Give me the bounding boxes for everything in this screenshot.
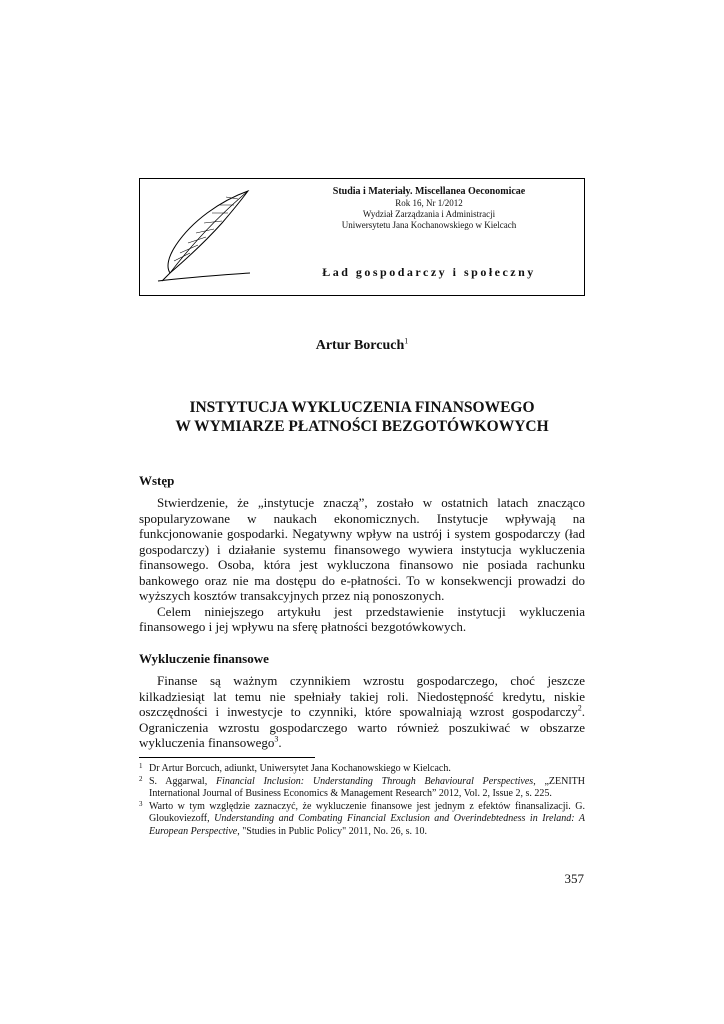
exclusion-text-c: .	[278, 735, 282, 750]
footnote-number: 3	[139, 799, 143, 808]
journal-faculty: Wydział Zarządzania i Administracji	[362, 209, 496, 219]
exclusion-text-a: Finanse są ważnym czynnikiem wzrostu gospodarczego, choć jeszcze kilkadziesiąt lat temu nie spełniały takiej roli. Niedostępność kredytu, niskie oszczędności i inwestycje to czynniki, które spowalniają wzrost gospodarczy	[139, 673, 585, 719]
exclusion-text-b: . Ograniczenia wzrostu gospodarczego warto również poszukiwać w obszarze wykluczenia finansowego	[139, 704, 585, 750]
exclusion-paragraph	[139, 673, 585, 751]
author-name: Artur Borcuch	[315, 338, 405, 353]
intro-paragraph-2: Celem niniejszego artykułu jest przedstawienie instytucji wykluczenia finansowego i jej wpływu na sferę płatności bezgotówkowych.	[139, 603, 585, 634]
title-line-2: W WYMIARZE PŁATNOŚCI BEZGOTÓWKOWYCH	[175, 418, 549, 435]
section-heading-intro: Wstęp	[139, 473, 175, 488]
footnote-3	[139, 801, 585, 839]
journal-issue: Rok 16, Nr 1/2012	[395, 198, 463, 208]
footnote-text: , "Studies in Public Policy" 2011, No. 26, s. 10.	[237, 825, 427, 837]
footnote-text: Warto w tym względzie zaznaczyć, że wykluczenie finansowe jest jednym z efektów finansalizacji. G. Gloukoviezoff,	[149, 800, 585, 824]
intro-paragraph-1: Stwierdzenie, że „instytucje znaczą”, zostało w ostatnich latach znacząco spopularyzowane w naukach ekonomicznych. Instytucje wpływają na funkcjonowanie gospodarki. Negatywny wpływ na ustrój i system gospodarczy (ład gospodarczy) i działanie systemu finansowego wywiera instytucja wykluczenia finansowego. Osoba, która jest wykluczona finansowo nie posiada rachunku bankowego oraz nie ma dostępu do e-płatności. To w konsekwencji prowadzi do wyższych kosztów transakcyjnych przez nią ponoszonych.	[139, 495, 585, 603]
title-line-1: INSTYTUCJA WYKLUCZENIA FINANSOWEGO	[189, 399, 535, 416]
footnote-cited-title: Financial Inclusion: Understanding Through Behavioural Perspectives	[215, 775, 534, 787]
journal-header-box	[139, 178, 585, 296]
footnote-cited-title: Understanding and Combating Financial Exclusion and Overindebtedness in Ireland: A European Perspective	[149, 813, 585, 837]
feather-quill-icon	[150, 187, 255, 287]
page-number: 357	[564, 871, 584, 886]
footnote-1	[139, 763, 585, 776]
footnote-ref-3: 3	[274, 734, 279, 744]
section-heading-exclusion: Wykluczenie finansowe	[139, 651, 269, 666]
article-title	[0, 398, 724, 436]
footnote-text: Dr Artur Borcuch, adiunkt, Uniwersytet Jana Kochanowskiego w Kielcach.	[149, 763, 451, 774]
journal-university: Uniwersytetu Jana Kochanowskiego w Kielcach	[341, 220, 517, 230]
footnote-ref-2: 2	[577, 703, 582, 713]
section-intro	[139, 472, 585, 635]
journal-title: Studia i Materiały. Miscellanea Oeconomicae	[332, 186, 526, 197]
footnote-number: 1	[139, 762, 143, 770]
section-exclusion	[139, 650, 585, 751]
footnote-text: S. Aggarwal,	[149, 775, 216, 787]
journal-info	[280, 185, 578, 231]
author-line	[0, 338, 724, 354]
footnotes	[139, 763, 585, 838]
footnote-text: , „ZENITH International Journal of Business Economics & Management Research” 2012, Vol. 2, Issue 2, s. 225.	[149, 775, 585, 799]
author-footnote-ref: 1	[404, 336, 409, 346]
footnote-divider	[139, 757, 315, 758]
footnote-number: 2	[139, 774, 143, 783]
issue-title: Ład gospodarczy i społeczny	[322, 265, 536, 279]
footnote-2	[139, 776, 585, 801]
